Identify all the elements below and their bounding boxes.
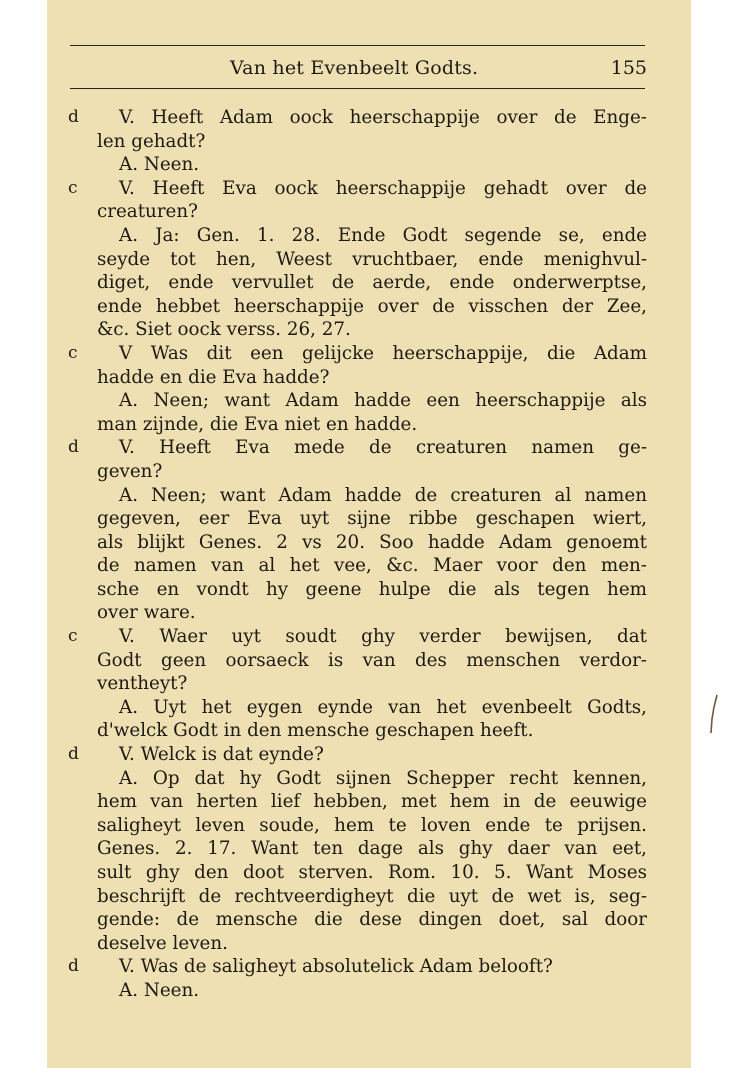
text-line: beschrijft de rechtveerdigheyt die uyt de wet is, seg- <box>97 885 647 907</box>
catechism-text <box>68 106 647 1003</box>
text-line: als blijkt Genes. 2 vs 20. Soo hadde Adam genoemt <box>97 531 647 553</box>
text-line: diget, ende vervullet de aerde, ende onderwerptse, <box>97 272 647 294</box>
text-line: A. Op dat hy Godt sijnen Schepper recht kennen, <box>119 767 647 789</box>
margin-letter: d <box>68 956 79 977</box>
running-title: Van het Evenbeelt Godts. <box>230 57 479 79</box>
answer-paragraph <box>97 696 647 743</box>
header-rule-top <box>70 45 645 46</box>
text-line: gegeven, eer Eva uyt sijne ribbe geschapen wiert, <box>97 508 647 530</box>
text-line: sult ghy den doot sterven. Rom. 10. 5. Want Moses <box>97 862 647 883</box>
text-line: A. Uyt het eygen eynde van het evenbeelt Godts, <box>119 696 647 718</box>
answer-paragraph <box>97 767 647 956</box>
question-paragraph <box>68 743 647 767</box>
text-line: man zijnde, die Eva niet en hadde. <box>97 413 418 435</box>
answer-paragraph <box>97 389 647 436</box>
text-line: Genes. 2. 17. Want ten dage als ghy daer van eet, <box>97 838 647 860</box>
text-line: V Was dit een gelijcke heerschappije, die Adam <box>119 342 647 364</box>
answer-paragraph <box>97 979 647 1003</box>
text-line: sche en vondt hy geene hulpe die als tegen hem <box>97 578 647 600</box>
margin-letter: d <box>68 744 79 765</box>
text-line: V. Was de saligheyt absolutelick Adam belooft? <box>119 956 553 978</box>
text-line: &c. Siet oock verss. 26, 27. <box>97 319 351 341</box>
answer-paragraph <box>97 224 647 342</box>
text-line: deselve leven. <box>97 932 228 954</box>
text-line: A. Neen; want Adam hadde de creaturen al namen <box>119 484 647 506</box>
text-line: d'welck Godt in den mensche geschapen heeft. <box>97 720 534 742</box>
text-line: A. Ja: Gen. 1. 28. Ende Godt segende se, ende <box>119 224 647 246</box>
text-line: saligheyt leven soude, hem te loven ende te prijsen. <box>97 814 647 836</box>
margin-letter: c <box>68 342 78 363</box>
text-line: V. Waer uyt soudt ghy verder bewijsen, dat <box>119 626 647 648</box>
text-line: over ware. <box>97 602 196 624</box>
text-line: geven? <box>97 460 163 482</box>
question-paragraph <box>68 106 647 153</box>
text-line: hem van herten lief hebben, met hem in de eeuwige <box>97 791 647 813</box>
text-line: hadde en die Eva hadde? <box>97 366 330 388</box>
header-rule-bottom <box>70 88 645 89</box>
text-line: V. Heeft Eva oock heerschappije gehadt over de <box>119 177 647 199</box>
pencil-mark <box>709 693 719 737</box>
text-line: Godt geen oorsaeck is van des menschen verdor- <box>97 649 647 671</box>
question-paragraph <box>68 436 647 483</box>
page-number: 155 <box>610 57 647 79</box>
book-page <box>47 0 691 1068</box>
margin-letter: d <box>68 437 79 458</box>
margin-letter: c <box>68 177 78 198</box>
text-line: gende: de mensche die dese dingen doet, sal door <box>97 909 647 931</box>
text-line: de namen van al het vee, &c. Maer voor den men- <box>97 555 647 577</box>
margin-letter: c <box>68 626 78 647</box>
question-paragraph <box>68 342 647 389</box>
text-line: creaturen? <box>97 201 198 223</box>
question-paragraph <box>68 625 647 696</box>
text-line: seyde tot hen, Weest vruchtbaer, ende menighvul- <box>97 248 647 270</box>
question-paragraph <box>68 955 647 979</box>
text-line: A. Neen. <box>119 979 200 1001</box>
question-paragraph <box>68 177 647 224</box>
text-line: V. Welck is dat eynde? <box>119 744 324 766</box>
text-line: ende hebbet heerschappije over de visschen der Zee, <box>97 295 647 317</box>
text-line: A. Neen; want Adam hadde een heerschappije als <box>119 390 647 412</box>
answer-paragraph <box>97 153 647 177</box>
text-line: V. Heeft Adam oock heerschappije over de Enge- <box>119 107 647 128</box>
text-line: len gehadt? <box>97 130 206 152</box>
margin-letter: d <box>68 107 79 127</box>
text-line: A. Neen. <box>119 154 200 176</box>
answer-paragraph <box>97 484 647 626</box>
text-line: V. Heeft Eva mede de creaturen namen ge- <box>119 437 647 459</box>
text-line: ventheyt? <box>97 673 188 695</box>
